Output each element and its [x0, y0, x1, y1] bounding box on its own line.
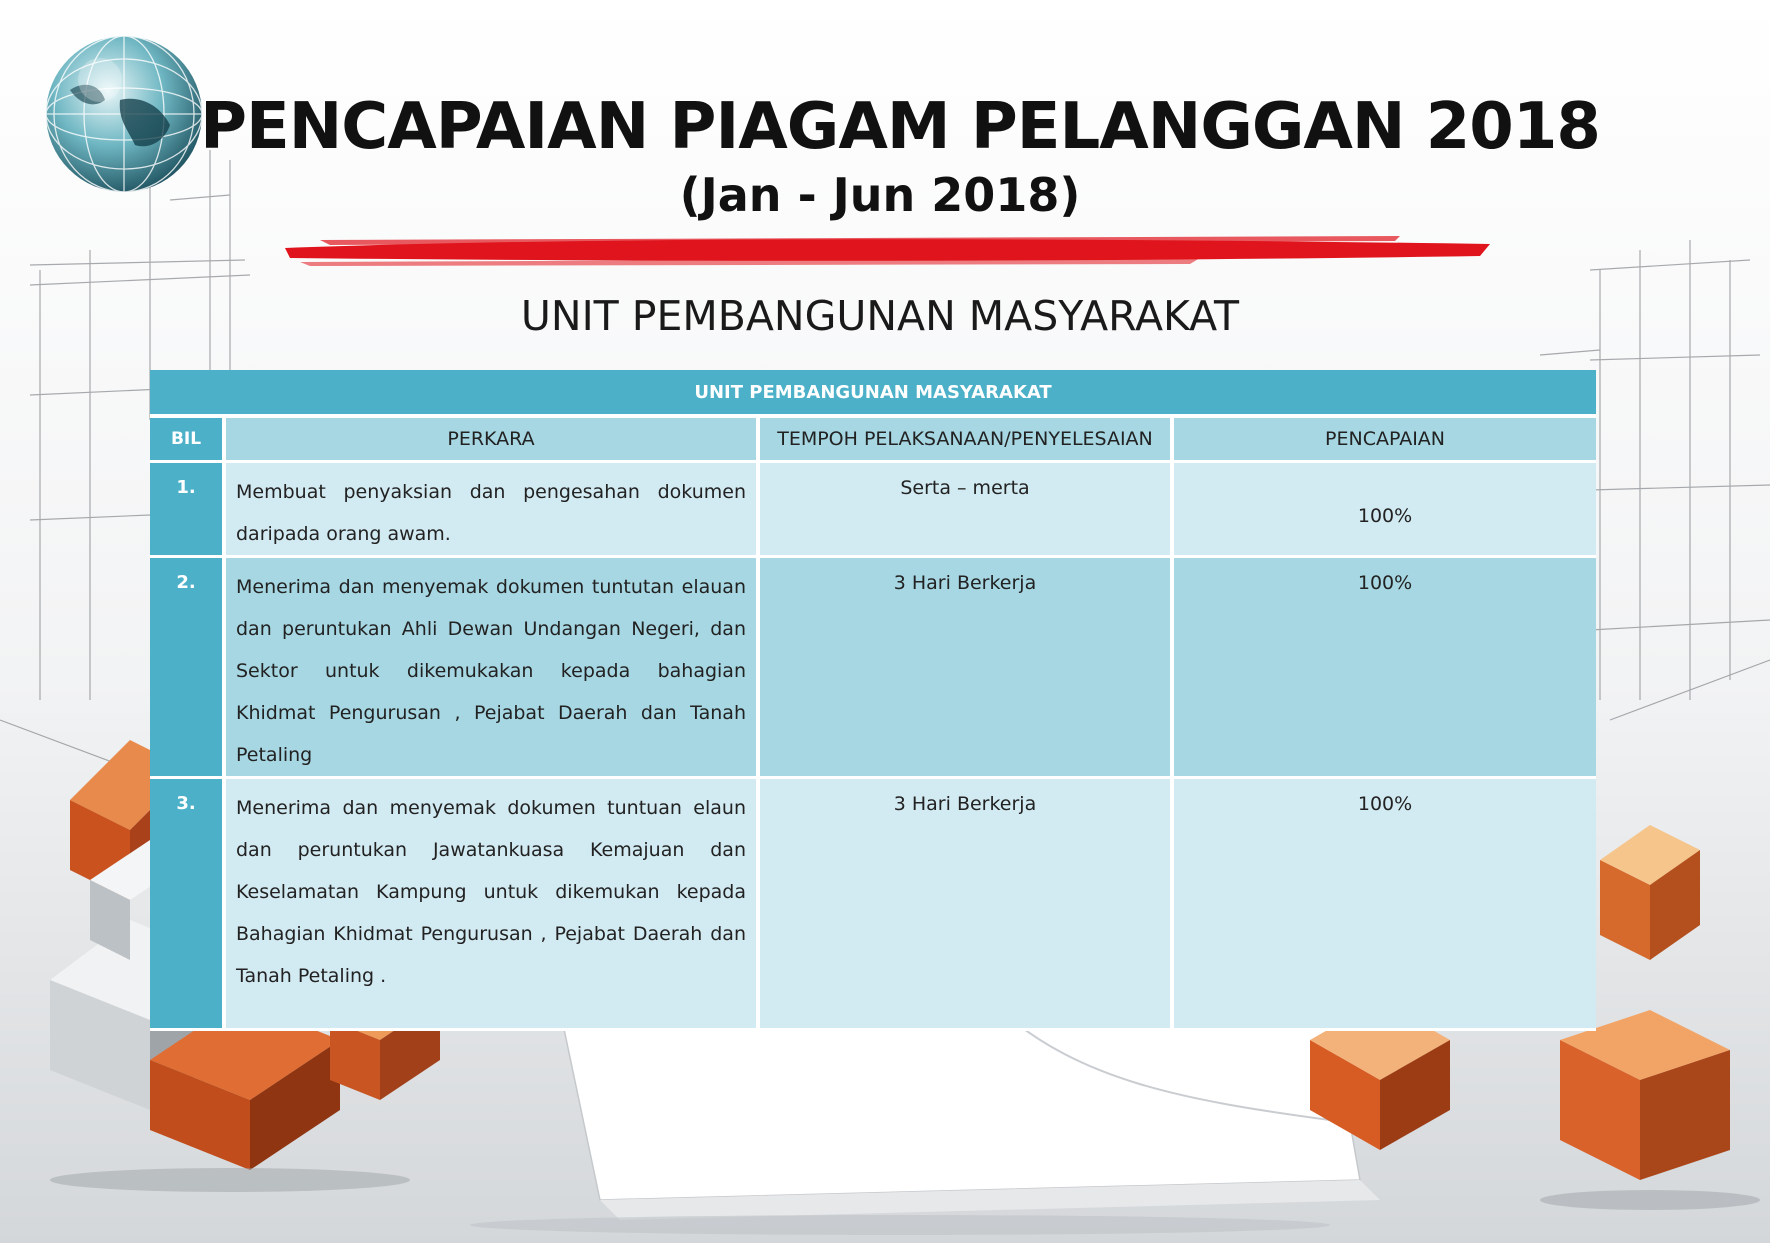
perkara-cell: Membuat penyaksian dan pengesahan dokumen daripada orang awam. — [226, 463, 760, 558]
row-number: 1. — [150, 463, 226, 558]
globe-icon — [46, 36, 202, 192]
pencapaian-cell: 100% — [1174, 558, 1596, 779]
column-header-tempoh: TEMPOH PELAKSANAAN/PENYELESAIAN — [760, 418, 1174, 463]
pencapaian-cell: 100% — [1174, 779, 1596, 1031]
page-title: PENCAPAIAN PIAGAM PELANGGAN 2018 — [200, 90, 1600, 164]
tempoh-cell: 3 Hari Berkerja — [760, 558, 1174, 779]
table-caption: UNIT PEMBANGUNAN MASYARAKAT — [150, 370, 1596, 418]
row-number: 2. — [150, 558, 226, 779]
tempoh-cell: Serta – merta — [760, 463, 1174, 558]
page-subtitle: (Jan - Jun 2018) — [679, 168, 1081, 222]
column-header-perkara: PERKARA — [226, 418, 760, 463]
tempoh-cell: 3 Hari Berkerja — [760, 779, 1174, 1031]
table-row — [150, 558, 1596, 779]
table-row — [150, 463, 1596, 558]
section-title: UNIT PEMBANGUNAN MASYARAKAT — [520, 292, 1240, 340]
perkara-cell: Menerima dan menyemak dokumen tuntuan elaun dan peruntukan Jawatankuasa Kemajuan dan Keselamatan Kampung untuk dikemukan kepada Bahagian Khidmat Pengurusan , Pejabat Daerah dan Tanah Petaling . — [226, 779, 760, 1031]
column-header-bil: BIL — [150, 418, 226, 463]
table-row — [150, 779, 1596, 1031]
achievement-table — [150, 370, 1596, 1031]
perkara-cell: Menerima dan menyemak dokumen tuntutan elauan dan peruntukan Ahli Dewan Undangan Negeri, dan Sektor untuk dikemukakan kepada bahagian Khidmat Pengurusan , Pejabat Daerah dan Tanah Petaling — [226, 558, 760, 779]
column-header-pencapaian: PENCAPAIAN — [1174, 418, 1596, 463]
pencapaian-cell: 100% — [1174, 463, 1596, 558]
row-number: 3. — [150, 779, 226, 1031]
